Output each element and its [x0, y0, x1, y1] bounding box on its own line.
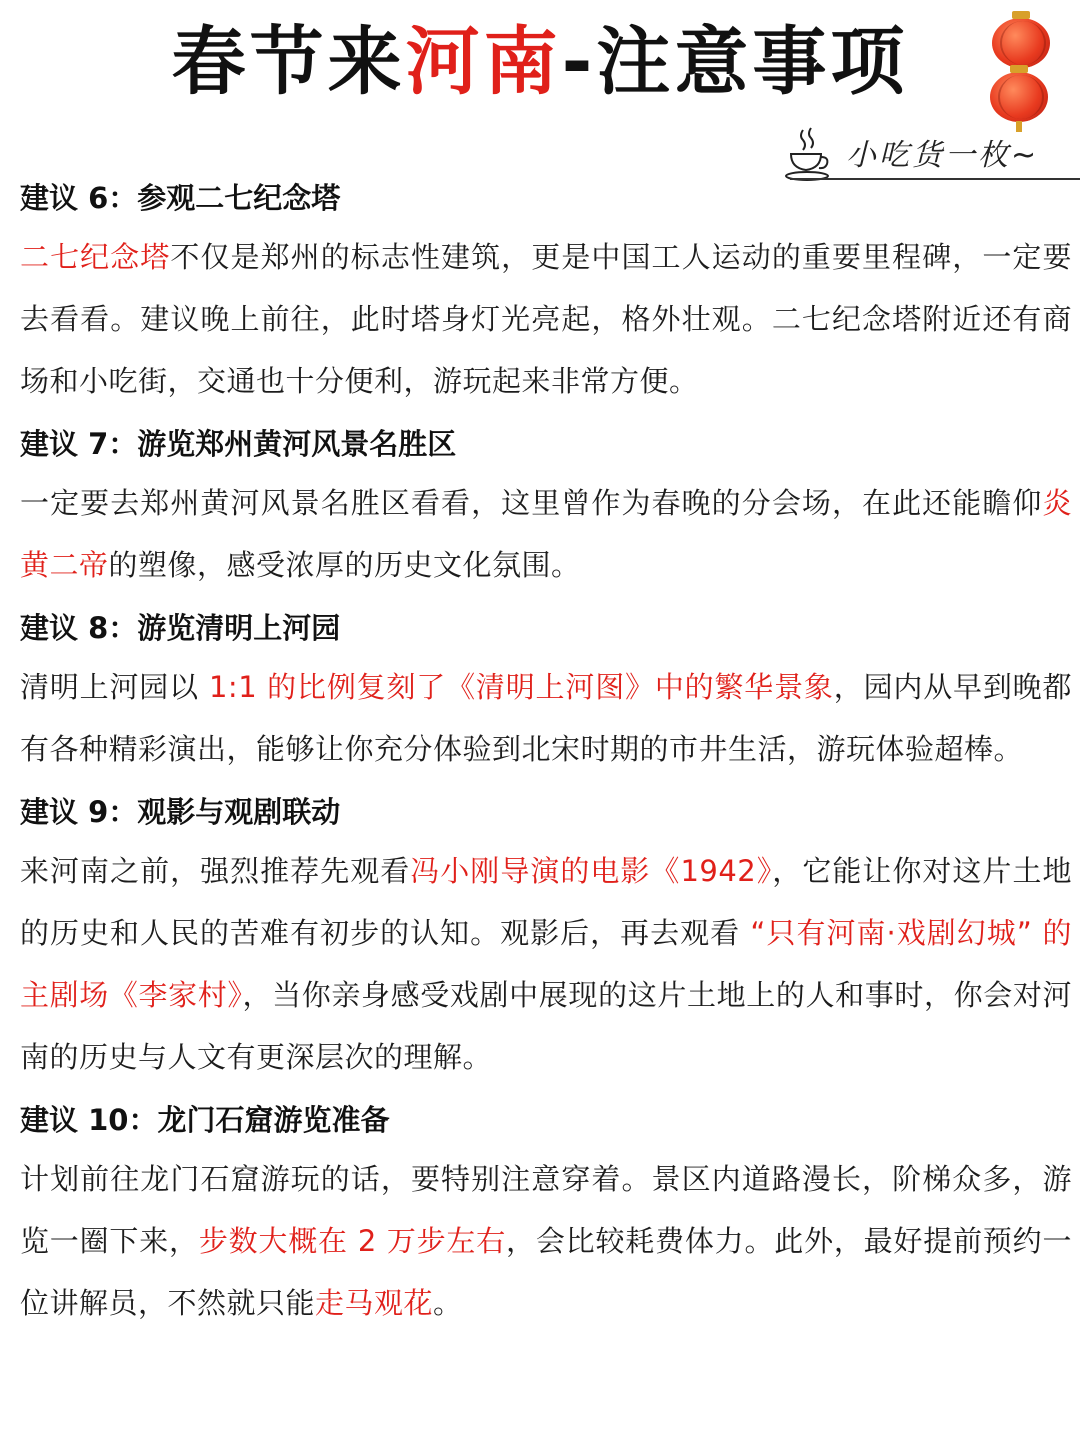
- suggestion-section: [20, 1092, 1072, 1334]
- section-heading: 建议 9：观影与观剧联动: [20, 795, 341, 829]
- section-paragraph: [20, 472, 1072, 596]
- suggestion-section: [20, 416, 1072, 596]
- author-signature: 小吃货一枚~: [846, 138, 1040, 173]
- body-text: 的塑像，感受浓厚的历史文化氛围。: [108, 548, 581, 582]
- body-text: 计划前往龙门石窟游玩的话，要特别注意穿着。景区内道路漫长，阶梯众多，游览一圈下来，: [20, 1162, 1072, 1258]
- lantern-icon: [992, 18, 1050, 68]
- page-title: [0, 14, 1080, 110]
- suggestion-section: [20, 784, 1072, 1088]
- body-text: 清明上河园以: [20, 670, 209, 704]
- suggestion-section: [20, 600, 1072, 780]
- section-paragraph: [20, 840, 1072, 1088]
- lantern-icon: [990, 72, 1048, 122]
- section-heading: 建议 6：参观二七纪念塔: [20, 181, 341, 215]
- highlighted-text: 1:1 的比例复刻了《清明上河图》中的繁华景象: [208, 670, 834, 704]
- body-text: 来河南之前，强烈推荐先观看: [20, 854, 411, 888]
- body-text: 一定要去郑州黄河风景名胜区看看，这里曾作为春晚的分会场，在此还能瞻仰: [20, 486, 1043, 520]
- article-body: [20, 170, 1072, 1338]
- body-text: 。: [433, 1286, 463, 1320]
- highlighted-text: “只有河南·戏剧幻城” 的主剧场《李家村》: [20, 916, 1072, 1012]
- body-text: 不仅是郑州的标志性建筑，更是中国工人运动的重要里程碑，一定要去看看。建议晚上前往，此时塔身灯光亮起，格外壮观。二七纪念塔附近还有商场和小吃街，交通也十分便利，游玩起来非常方便。: [20, 240, 1072, 398]
- highlighted-text: 步数大概在 2 万步左右: [198, 1224, 507, 1258]
- title-highlight: 河南: [405, 19, 562, 105]
- title-part-2: -注意事项: [561, 19, 909, 105]
- highlighted-text: 冯小刚导演的电影《1942》: [410, 854, 773, 888]
- section-heading: 建议 8：游览清明上河园: [20, 611, 341, 645]
- section-paragraph: [20, 226, 1072, 412]
- body-text: ，园内从早到晚都有各种精彩演出，能够让你充分体验到北宋时期的市井生活，游玩体验超棒。: [20, 670, 1072, 766]
- title-part-1: 春节来: [171, 19, 406, 105]
- body-text: ，会比较耗费体力。此外，最好提前预约一位讲解员，不然就只能: [20, 1224, 1072, 1320]
- section-heading: 建议 7：游览郑州黄河风景名胜区: [20, 427, 457, 461]
- section-paragraph: [20, 1148, 1072, 1334]
- highlighted-text: 走马观花: [315, 1286, 434, 1320]
- section-paragraph: [20, 656, 1072, 780]
- body-text: ，当你亲身感受戏剧中展现的这片土地上的人和事时，你会对河南的历史与人文有更深层次的理解。: [20, 978, 1072, 1074]
- highlighted-text: 炎黄二帝: [20, 486, 1072, 582]
- body-text: ，它能让你对这片土地的历史和人民的苦难有初步的认知。观影后，再去观看: [20, 854, 1072, 950]
- suggestion-section: [20, 170, 1072, 412]
- section-heading: 建议 10：龙门石窟游览准备: [20, 1103, 390, 1137]
- highlighted-text: 二七纪念塔: [20, 240, 171, 274]
